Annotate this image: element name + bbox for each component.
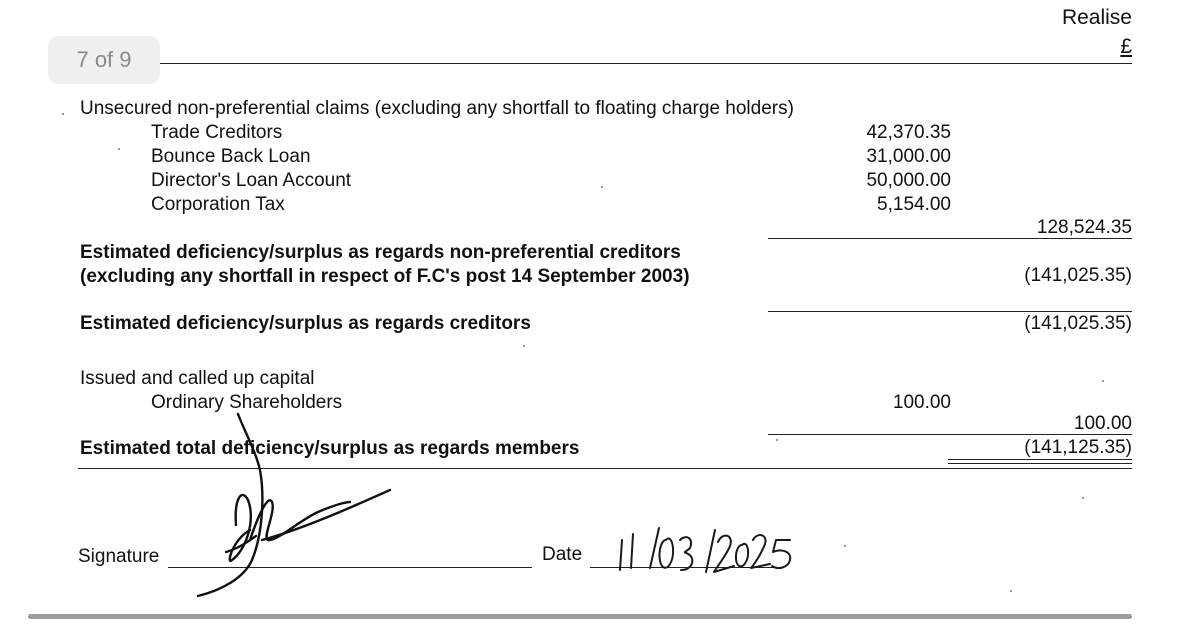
directors-loan-amount: 50,000.00 bbox=[866, 170, 951, 191]
capital-total-amount: 100.00 bbox=[1073, 413, 1132, 434]
ordinary-shareholders-amount: 100.00 bbox=[892, 392, 951, 413]
non-pref-deficiency-label-line1: Estimated deficiency/surplus as regards non-preferential creditors bbox=[80, 242, 681, 263]
scan-speck bbox=[1010, 590, 1012, 592]
members-deficiency-amount: (141,125.35) bbox=[1024, 437, 1132, 458]
scan-speck bbox=[1102, 380, 1104, 382]
capital-heading: Issued and called up capital bbox=[80, 368, 315, 389]
non-pref-deficiency-amount: (141,025.35) bbox=[1024, 265, 1132, 286]
scan-speck bbox=[62, 113, 64, 115]
signature-label: Signature bbox=[78, 546, 160, 567]
scan-speck bbox=[1082, 497, 1084, 499]
date-label: Date bbox=[542, 544, 583, 565]
ordinary-shareholders-label: Ordinary Shareholders bbox=[151, 392, 343, 413]
scan-speck bbox=[118, 148, 120, 150]
scan-speck bbox=[844, 545, 846, 547]
currency-label: £ bbox=[1120, 35, 1132, 58]
members-deficiency-label: Estimated total deficiency/surplus as regards members bbox=[80, 438, 580, 459]
scan-speck bbox=[523, 345, 525, 347]
scan-speck bbox=[776, 439, 778, 441]
directors-loan-label: Director's Loan Account bbox=[151, 170, 352, 191]
unsecured-total-amount: 128,524.35 bbox=[1036, 217, 1132, 238]
creditors-deficiency-label: Estimated deficiency/surplus as regards creditors bbox=[80, 313, 531, 334]
page-bottom-bar bbox=[28, 614, 1132, 619]
bounce-back-loan-label: Bounce Back Loan bbox=[151, 146, 311, 167]
non-pref-deficiency-label-line2: (excluding any shortfall in respect of F.C's post 14 September 2003) bbox=[80, 266, 690, 287]
page-indicator: 7 of 9 bbox=[48, 36, 160, 84]
trade-creditors-label: Trade Creditors bbox=[151, 122, 283, 143]
trade-creditors-amount: 42,370.35 bbox=[866, 122, 951, 143]
creditors-deficiency-amount: (141,025.35) bbox=[1024, 313, 1132, 334]
unsecured-claims-heading: Unsecured non-preferential claims (excluding any shortfall to floating charge holders) bbox=[80, 98, 794, 119]
realise-column-header: Realise bbox=[1061, 6, 1132, 29]
corporation-tax-label: Corporation Tax bbox=[151, 194, 285, 215]
scan-speck bbox=[601, 186, 603, 188]
bounce-back-loan-amount: 31,000.00 bbox=[866, 146, 951, 167]
corporation-tax-amount: 5,154.00 bbox=[877, 194, 951, 215]
